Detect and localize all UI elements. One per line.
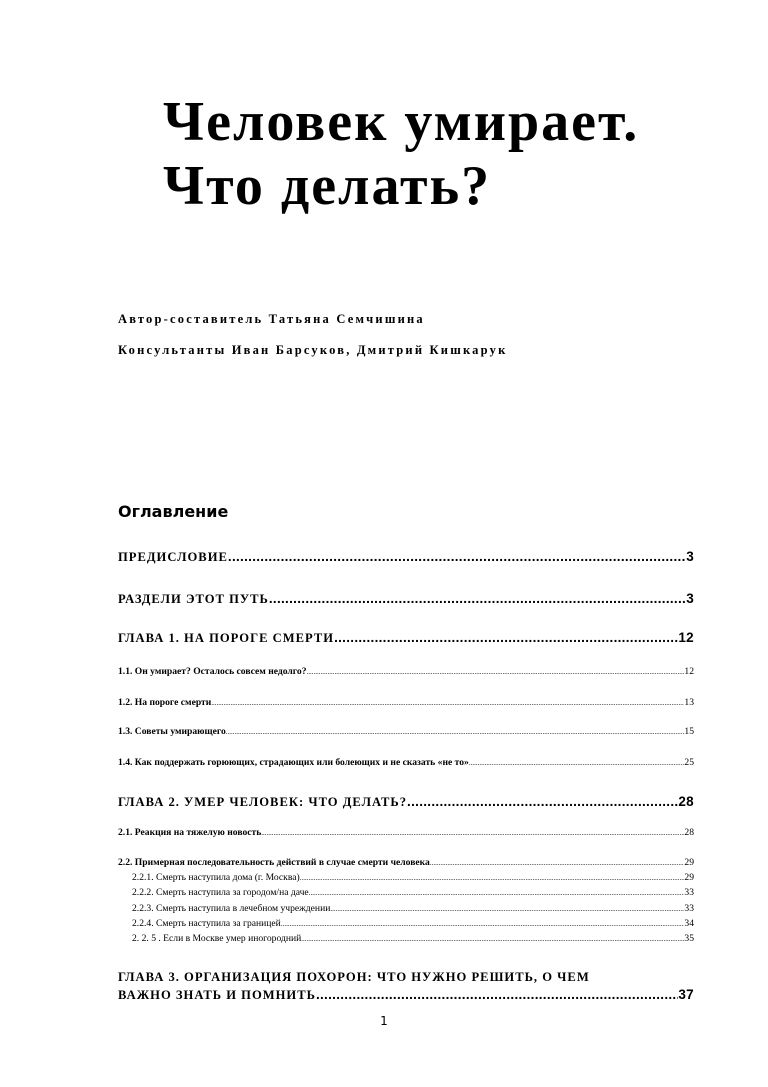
toc-entry[interactable] <box>118 726 694 737</box>
toc-entry-label: РАЗДЕЛИ ЭТОТ ПУТЬ <box>118 592 269 606</box>
toc-entry-label-continued: ВАЖНО ЗНАТЬ И ПОМНИТЬ <box>118 988 316 1002</box>
title-line-1: Человек умирает. <box>163 91 640 153</box>
page-number: 1 <box>380 1014 388 1028</box>
toc-entry-label: 1.4. Как поддержать горюющих, страдающих или болеющих и не сказать «не то» <box>118 757 469 768</box>
toc-entry-page: 28 <box>678 794 694 809</box>
toc-entry-label: 2.2.4. Смерть наступила за границей <box>132 918 281 929</box>
toc-entry[interactable] <box>118 757 694 768</box>
toc-entry-page: 15 <box>684 726 694 737</box>
toc-subentry[interactable] <box>132 933 694 944</box>
toc-entry-label: 2.2.1. Смерть наступила дома (г. Москва) <box>132 872 300 883</box>
toc-heading: Оглавление <box>118 502 229 521</box>
toc-subentry[interactable] <box>132 872 694 883</box>
toc-entry[interactable] <box>118 666 694 677</box>
toc-entry-page: 37 <box>678 987 694 1002</box>
toc-entry-page: 29 <box>684 872 694 883</box>
toc-entry-label: 2. 2. 5 . Если в Москве умер иногородний <box>132 933 302 944</box>
toc-entry-page: 33 <box>684 903 694 914</box>
toc-entry-label: ГЛАВА 3. ОРГАНИЗАЦИЯ ПОХОРОН: ЧТО НУЖНО РЕШИТЬ, О ЧЕМ <box>118 970 590 984</box>
toc-entry-label: 2.2.3. Смерть наступила в лечебном учреждении <box>132 903 331 914</box>
toc-entry-label: 1.3. Советы умирающего <box>118 726 226 737</box>
toc-entry-page: 34 <box>684 918 694 929</box>
toc-entry-chapter-3[interactable] <box>118 968 694 1004</box>
toc-subentry[interactable] <box>132 903 694 914</box>
consultants-credit: Консультанты Иван Барсуков, Дмитрий Кишкарук <box>118 343 508 357</box>
title-line-2: Что делать? <box>163 155 492 217</box>
toc-entry-page: 35 <box>684 933 694 944</box>
toc-entry-page: 3 <box>686 549 694 564</box>
toc-entry-label: 1.2. На пороге смерти <box>118 697 212 708</box>
toc-entry-label: 2.1. Реакция на тяжелую новость <box>118 827 262 838</box>
toc-entry-page: 12 <box>678 630 694 645</box>
toc-entry[interactable] <box>118 549 694 565</box>
toc-entry-page: 29 <box>684 857 694 868</box>
document-title <box>163 90 639 218</box>
toc-entry[interactable] <box>118 591 694 607</box>
author-credit: Автор-составитель Татьяна Семчишина <box>118 312 425 326</box>
toc-entry-page: 28 <box>684 827 694 838</box>
toc-entry-label: ГЛАВА 1. НА ПОРОГЕ СМЕРТИ <box>118 631 335 645</box>
toc-entry-page: 33 <box>684 887 694 898</box>
toc-entry-label: 2.2. Примерная последовательность действий в случае смерти человека <box>118 857 430 868</box>
toc-entry-page: 12 <box>684 666 694 677</box>
toc-entry[interactable] <box>118 857 694 868</box>
toc-entry[interactable] <box>118 794 694 810</box>
toc-entry-page: 3 <box>686 591 694 606</box>
toc-entry-label: ПРЕДИСЛОВИЕ <box>118 550 228 564</box>
toc-subentry[interactable] <box>132 918 694 929</box>
toc-entry-label: ГЛАВА 2. УМЕР ЧЕЛОВЕК: ЧТО ДЕЛАТЬ? <box>118 795 408 809</box>
toc-entry[interactable] <box>118 630 694 646</box>
toc-entry-page: 25 <box>684 757 694 768</box>
toc-subentry[interactable] <box>132 887 694 898</box>
toc-entry-label: 1.1. Он умирает? Осталось совсем недолго? <box>118 666 307 677</box>
toc-entry-label: 2.2.2. Смерть наступила за городом/на даче <box>132 887 309 898</box>
toc-entry[interactable] <box>118 827 694 838</box>
toc-entry-page: 13 <box>684 697 694 708</box>
toc-entry[interactable] <box>118 697 694 708</box>
